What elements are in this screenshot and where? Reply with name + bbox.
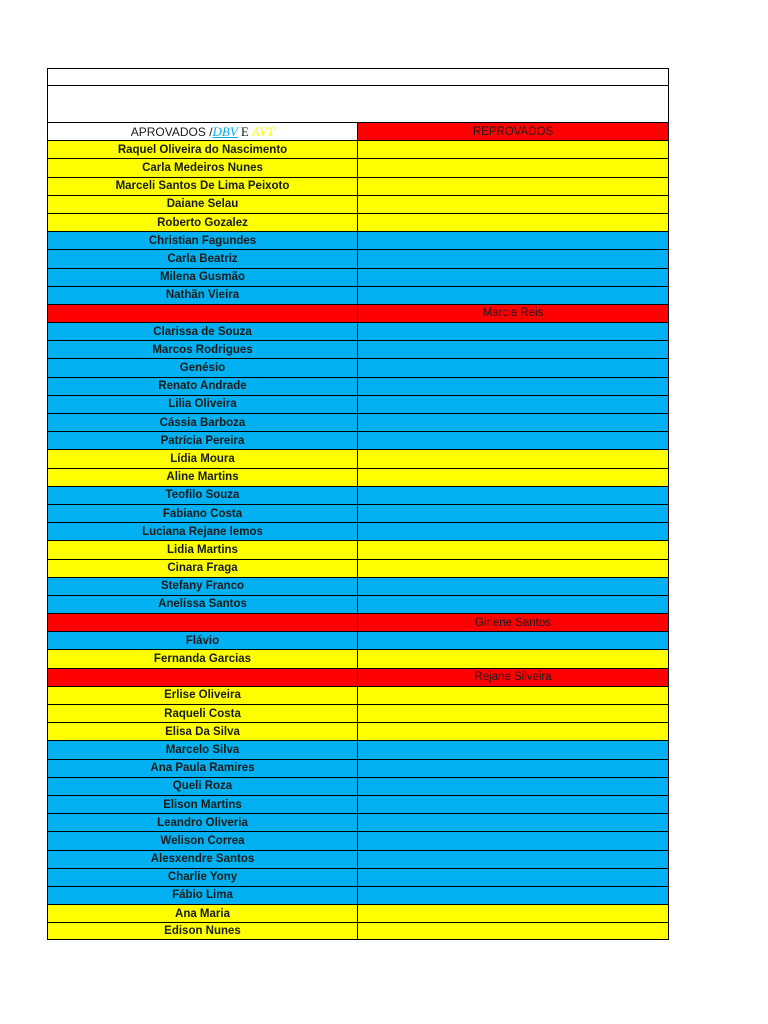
rejected-cell[interactable] <box>357 704 669 722</box>
table-row <box>47 231 669 249</box>
approved-cell[interactable]: Queli Roza <box>47 777 357 795</box>
rejected-cell[interactable] <box>357 886 669 904</box>
approved-cell[interactable]: Patrícia Pereira <box>47 431 357 449</box>
approved-cell[interactable]: Flávio <box>47 631 357 649</box>
approved-cell[interactable]: Erlise Oliveira <box>47 686 357 704</box>
table-row <box>47 377 669 395</box>
approved-cell[interactable]: Fabiano Costa <box>47 504 357 522</box>
empty-top-row[interactable] <box>47 68 669 86</box>
rejected-cell[interactable] <box>357 340 669 358</box>
approved-cell[interactable]: Raquel Oliveira do Nascimento <box>47 140 357 158</box>
approved-cell[interactable]: Cássia Barboza <box>47 413 357 431</box>
table-row <box>47 504 669 522</box>
approved-cell[interactable]: Lidia Martins <box>47 540 357 558</box>
table-row <box>47 850 669 868</box>
table-row <box>47 795 669 813</box>
rejected-cell[interactable] <box>357 504 669 522</box>
table-row <box>47 286 669 304</box>
approved-cell[interactable]: Marcelo Silva <box>47 740 357 758</box>
empty-title-row[interactable] <box>47 86 669 122</box>
rejected-cell[interactable] <box>357 904 669 922</box>
rejected-cell[interactable] <box>357 449 669 467</box>
approved-cell[interactable]: Cinara Fraga <box>47 559 357 577</box>
rejected-cell[interactable] <box>357 322 669 340</box>
rejected-cell[interactable] <box>357 522 669 540</box>
approved-cell[interactable]: Elison Martins <box>47 795 357 813</box>
rejected-cell[interactable] <box>357 468 669 486</box>
table-row <box>47 649 669 667</box>
table-row <box>47 540 669 558</box>
approved-cell[interactable]: Teofilo Souza <box>47 486 357 504</box>
approved-cell[interactable]: Marceli Santos De Lima Peixoto <box>47 177 357 195</box>
approved-cell[interactable]: Leandro Oliveria <box>47 813 357 831</box>
approved-cell[interactable]: Ana Paula Ramires <box>47 759 357 777</box>
avt-label: AVT <box>251 123 275 139</box>
rejected-header-cell[interactable]: REPROVADOS <box>357 122 669 140</box>
rejected-cell[interactable] <box>357 395 669 413</box>
table-row <box>47 322 669 340</box>
rejected-cell[interactable]: Girlene Santos <box>357 613 669 631</box>
rejected-cell[interactable] <box>357 740 669 758</box>
table-row <box>47 559 669 577</box>
table-row <box>47 686 669 704</box>
table-row <box>47 722 669 740</box>
table-row <box>47 777 669 795</box>
table-row <box>47 195 669 213</box>
approved-cell[interactable] <box>47 668 357 686</box>
approved-cell[interactable]: Lídia Moura <box>47 449 357 467</box>
approved-cell[interactable]: Christian Fagundes <box>47 231 357 249</box>
table-row <box>47 759 669 777</box>
approved-cell[interactable]: Roberto Gozalez <box>47 213 357 231</box>
table-row <box>47 831 669 849</box>
rejected-cell[interactable] <box>357 431 669 449</box>
rejected-cell[interactable] <box>357 559 669 577</box>
approved-cell[interactable]: Raqueli Costa <box>47 704 357 722</box>
table-row <box>47 486 669 504</box>
table-row <box>47 577 669 595</box>
table-row <box>47 522 669 540</box>
approved-header-cell[interactable] <box>47 122 357 140</box>
approved-cell[interactable]: Daiane Selau <box>47 195 357 213</box>
rejected-cell[interactable] <box>357 177 669 195</box>
approved-cell[interactable]: Carla Medeiros Nunes <box>47 158 357 176</box>
approved-cell[interactable]: Anelissa Santos <box>47 595 357 613</box>
table-row <box>47 886 669 904</box>
approved-cell[interactable]: Marcos Rodrigues <box>47 340 357 358</box>
table-row <box>47 158 669 176</box>
table-row <box>47 249 669 267</box>
table-row <box>47 140 669 158</box>
approved-cell[interactable]: Milena Gusmão <box>47 268 357 286</box>
approved-cell[interactable]: Aline Martins <box>47 468 357 486</box>
approved-cell[interactable]: Fernanda Garcias <box>47 649 357 667</box>
table-row <box>47 431 669 449</box>
rejected-cell[interactable] <box>357 813 669 831</box>
header-row <box>47 122 669 140</box>
table-row <box>47 595 669 613</box>
table-row <box>47 268 669 286</box>
rejected-cell[interactable] <box>357 213 669 231</box>
rejected-cell[interactable] <box>357 922 669 940</box>
rejected-cell[interactable]: Marcia Reis <box>357 304 669 322</box>
approved-cell[interactable] <box>47 613 357 631</box>
table-row <box>47 449 669 467</box>
approved-cell[interactable]: Alesxendre Santos <box>47 850 357 868</box>
table-row <box>47 922 669 940</box>
table-body <box>47 140 669 940</box>
rejected-cell[interactable] <box>357 413 669 431</box>
table-row <box>47 868 669 886</box>
rejected-cell[interactable] <box>357 249 669 267</box>
rejected-cell[interactable] <box>357 777 669 795</box>
approved-cell[interactable]: Luciana Rejane lemos <box>47 522 357 540</box>
approved-cell[interactable]: Carla Beatriz <box>47 249 357 267</box>
rejected-cell[interactable] <box>357 631 669 649</box>
approved-cell[interactable]: Clarissa de Souza <box>47 322 357 340</box>
approved-cell[interactable]: Renato Andrade <box>47 377 357 395</box>
approved-cell[interactable]: Edison Nunes <box>47 922 357 940</box>
rejected-cell[interactable] <box>357 377 669 395</box>
table-row <box>47 813 669 831</box>
rejected-cell[interactable] <box>357 195 669 213</box>
rejected-cell[interactable] <box>357 358 669 376</box>
approved-cell[interactable]: Elisa Da Silva <box>47 722 357 740</box>
rejected-cell[interactable] <box>357 577 669 595</box>
table-row <box>47 704 669 722</box>
rejected-cell[interactable] <box>357 140 669 158</box>
rejected-cell[interactable] <box>357 158 669 176</box>
spreadsheet-table <box>47 68 669 940</box>
approved-cell[interactable] <box>47 304 357 322</box>
approved-cell[interactable]: Fábio Lima <box>47 886 357 904</box>
rejected-cell[interactable] <box>357 231 669 249</box>
rejected-cell[interactable] <box>357 831 669 849</box>
table-row <box>47 468 669 486</box>
rejected-cell[interactable] <box>357 540 669 558</box>
dbv-label: DBV <box>212 123 238 139</box>
table-row <box>47 213 669 231</box>
rejected-cell[interactable] <box>357 649 669 667</box>
rejected-cell[interactable] <box>357 868 669 886</box>
approved-cell[interactable]: Charlie Yony <box>47 868 357 886</box>
rejected-cell[interactable] <box>357 686 669 704</box>
rejected-cell[interactable] <box>357 486 669 504</box>
table-row <box>47 668 669 686</box>
table-row <box>47 395 669 413</box>
approved-cell[interactable]: Genésio <box>47 358 357 376</box>
rejected-cell[interactable] <box>357 286 669 304</box>
approved-cell[interactable]: Ana Maria <box>47 904 357 922</box>
table-row <box>47 304 669 322</box>
approved-cell[interactable]: Welison Correa <box>47 831 357 849</box>
rejected-cell[interactable] <box>357 595 669 613</box>
rejected-cell[interactable]: Rejane Silveira <box>357 668 669 686</box>
table-row <box>47 631 669 649</box>
rejected-cell[interactable] <box>357 795 669 813</box>
approved-cell[interactable]: Nathãn Vieira <box>47 286 357 304</box>
table-row <box>47 340 669 358</box>
approved-prefix: APROVADOS / <box>130 124 213 139</box>
approved-cell[interactable]: Lilia Oliveira <box>47 395 357 413</box>
rejected-cell[interactable] <box>357 268 669 286</box>
table-row <box>47 613 669 631</box>
table-row <box>47 740 669 758</box>
approved-cell[interactable]: Stefany Franco <box>47 577 357 595</box>
rejected-cell[interactable] <box>357 759 669 777</box>
table-row <box>47 177 669 195</box>
e-label: E <box>240 123 249 139</box>
rejected-cell[interactable] <box>357 722 669 740</box>
table-row <box>47 413 669 431</box>
table-row <box>47 358 669 376</box>
table-row <box>47 904 669 922</box>
rejected-cell[interactable] <box>357 850 669 868</box>
